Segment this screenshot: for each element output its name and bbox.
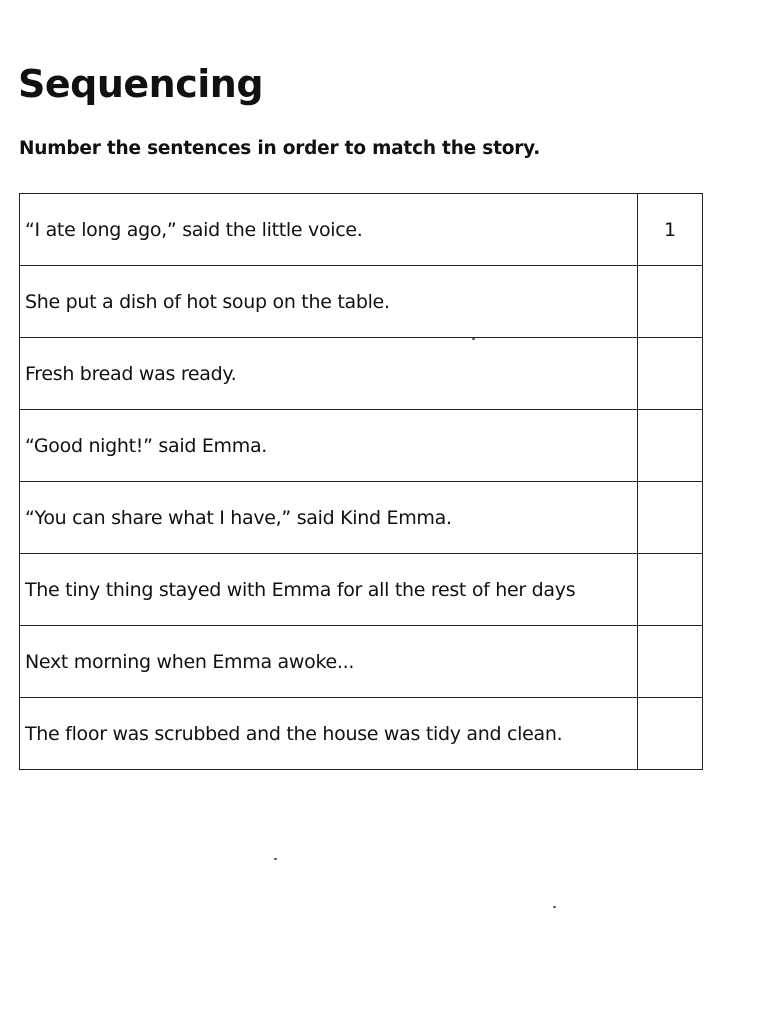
order-number-cell[interactable]: 1 — [638, 194, 703, 266]
table-row — [20, 482, 703, 554]
sentence-cell: “You can share what I have,” said Kind Emma. — [20, 482, 638, 554]
sentence-cell: She put a dish of hot soup on the table. — [20, 266, 638, 338]
order-number-cell[interactable] — [638, 698, 703, 770]
sentence-cell: “Good night!” said Emma. — [20, 410, 638, 482]
instruction-text: Number the sentences in order to match the story. — [19, 138, 541, 159]
table-row — [20, 698, 703, 770]
sentence-cell: The floor was scrubbed and the house was tidy and clean. — [20, 698, 638, 770]
sentence-cell: “I ate long ago,” said the little voice. — [20, 194, 638, 266]
table-row — [20, 410, 703, 482]
table-row — [20, 554, 703, 626]
sentence-cell: The tiny thing stayed with Emma for all the rest of her days — [20, 554, 638, 626]
order-number-cell[interactable] — [638, 266, 703, 338]
table-row — [20, 194, 703, 266]
scan-speck — [553, 906, 556, 908]
scan-speck — [472, 338, 475, 340]
table-row — [20, 266, 703, 338]
order-number-cell[interactable] — [638, 626, 703, 698]
order-number-cell[interactable] — [638, 482, 703, 554]
table-row — [20, 626, 703, 698]
sentence-cell: Fresh bread was ready. — [20, 338, 638, 410]
order-number-cell[interactable] — [638, 554, 703, 626]
order-number-cell[interactable] — [638, 410, 703, 482]
order-number-cell[interactable] — [638, 338, 703, 410]
sentence-cell: Next morning when Emma awoke... — [20, 626, 638, 698]
page-title: Sequencing — [18, 62, 264, 106]
table-row — [20, 338, 703, 410]
sequencing-table — [19, 193, 703, 770]
scan-speck — [274, 858, 277, 860]
